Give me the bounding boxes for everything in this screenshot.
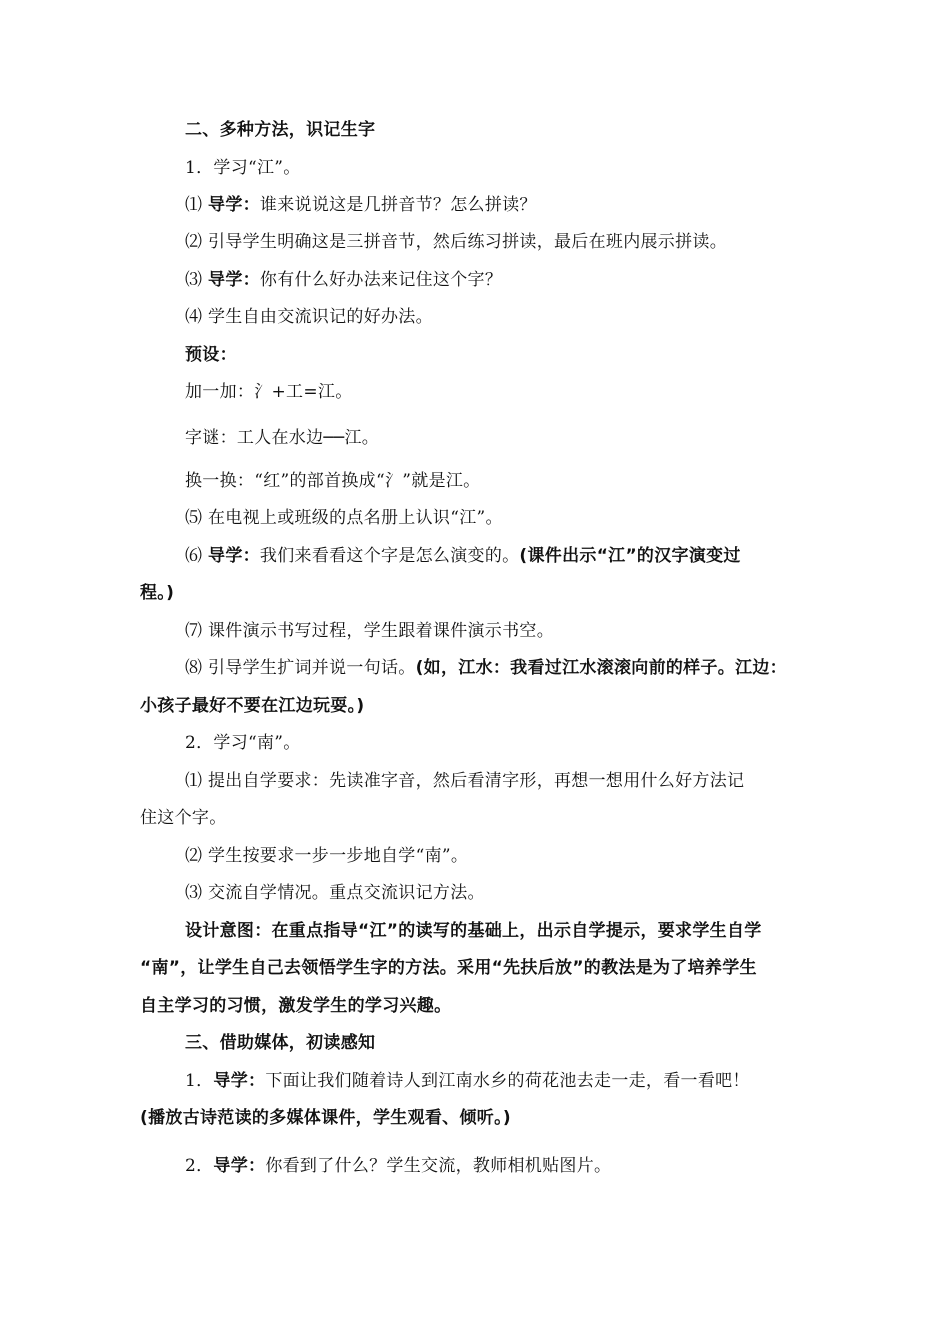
preset-swap: 换一换：“红”的部首换成“氵”就是江。 bbox=[185, 471, 481, 491]
paragraph-media-2 bbox=[185, 1154, 611, 1178]
guide-label: 导学： bbox=[208, 270, 260, 290]
step-note: (课件出示“江”的汉字演变过 bbox=[519, 546, 741, 566]
paragraph-step-6-cont: 程。) bbox=[140, 583, 175, 603]
paragraph-nan-step-3: ⑶ 交流自学情况。重点交流识记方法。 bbox=[185, 883, 485, 903]
step-text: 下面让我们随着诗人到江南水乡的荷花池去走一走，看一看吧！ bbox=[265, 1071, 750, 1091]
design-intent-cont-2: 自主学习的习惯，激发学生的学习兴趣。 bbox=[140, 996, 452, 1016]
guide-label: 导学： bbox=[208, 195, 260, 215]
paragraph-media-1-cont: (播放古诗范读的多媒体课件，学生观看、倾听。) bbox=[140, 1108, 511, 1128]
preset-riddle: 字谜：工人在水边──江。 bbox=[185, 428, 380, 448]
subheading-learn-nan: 2．学习“南”。 bbox=[185, 733, 301, 753]
step-number: 1． bbox=[185, 1071, 214, 1091]
step-number: ⑶ bbox=[185, 270, 209, 290]
preset-label: 预设： bbox=[185, 345, 237, 365]
step-number: 2． bbox=[185, 1156, 214, 1176]
preset-add: 加一加：氵+工=江。 bbox=[185, 382, 353, 402]
paragraph-step-8-cont: 小孩子最好不要在江边玩耍。) bbox=[140, 696, 365, 716]
section-heading-2: 二、多种方法，识记生字 bbox=[185, 120, 376, 140]
section-heading-3: 三、借助媒体，初读感知 bbox=[185, 1033, 376, 1053]
step-text: 你看到了什么？学生交流，教师相机贴图片。 bbox=[265, 1156, 612, 1176]
paragraph-nan-step-1: ⑴ 提出自学要求：先读准字音，然后看清字形，再想一想用什么好方法记 bbox=[185, 771, 745, 791]
paragraph-media-1 bbox=[185, 1069, 750, 1093]
design-intent: 设计意图：在重点指导“江”的读写的基础上，出示自学提示，要求学生自学 bbox=[185, 921, 762, 941]
step-note: (如，江水：我看过江水滚滚向前的样子。江边： bbox=[415, 658, 787, 678]
step-text: 我们来看看这个字是怎么演变的。 bbox=[259, 546, 520, 566]
paragraph-step-2: ⑵ 引导学生明确这是三拼音节，然后练习拼读，最后在班内展示拼读。 bbox=[185, 232, 728, 252]
paragraph-nan-step-2: ⑵ 学生按要求一步一步地自学“南”。 bbox=[185, 846, 469, 866]
paragraph-step-1 bbox=[185, 193, 537, 217]
paragraph-step-7: ⑺ 课件演示书写过程，学生跟着课件演示书空。 bbox=[185, 621, 555, 641]
step-number: ⑹ bbox=[185, 546, 209, 566]
guide-label: 导学： bbox=[208, 546, 260, 566]
paragraph-step-3 bbox=[185, 268, 502, 292]
paragraph-nan-step-1-cont: 住这个字。 bbox=[140, 808, 227, 828]
subheading-learn-jiang: 1．学习“江”。 bbox=[185, 158, 301, 178]
paragraph-step-5: ⑸ 在电视上或班级的点名册上认识“江”。 bbox=[185, 508, 503, 528]
guide-label: 导学： bbox=[213, 1071, 266, 1091]
step-text: 你有什么好办法来记住这个字？ bbox=[259, 270, 503, 290]
paragraph-step-6 bbox=[185, 544, 741, 568]
step-text: 谁来说说这是几拼音节？怎么拼读？ bbox=[259, 195, 537, 215]
paragraph-step-8 bbox=[185, 656, 787, 680]
guide-label: 导学： bbox=[213, 1156, 266, 1176]
step-text: ⑻ 引导学生扩词并说一句话。 bbox=[185, 658, 416, 678]
design-intent-cont-1: “南”，让学生自己去领悟学生字的方法。采用“先扶后放”的教法是为了培养学生 bbox=[140, 958, 757, 978]
step-number: ⑴ bbox=[185, 195, 209, 215]
paragraph-step-4: ⑷ 学生自由交流识记的好办法。 bbox=[185, 307, 433, 327]
